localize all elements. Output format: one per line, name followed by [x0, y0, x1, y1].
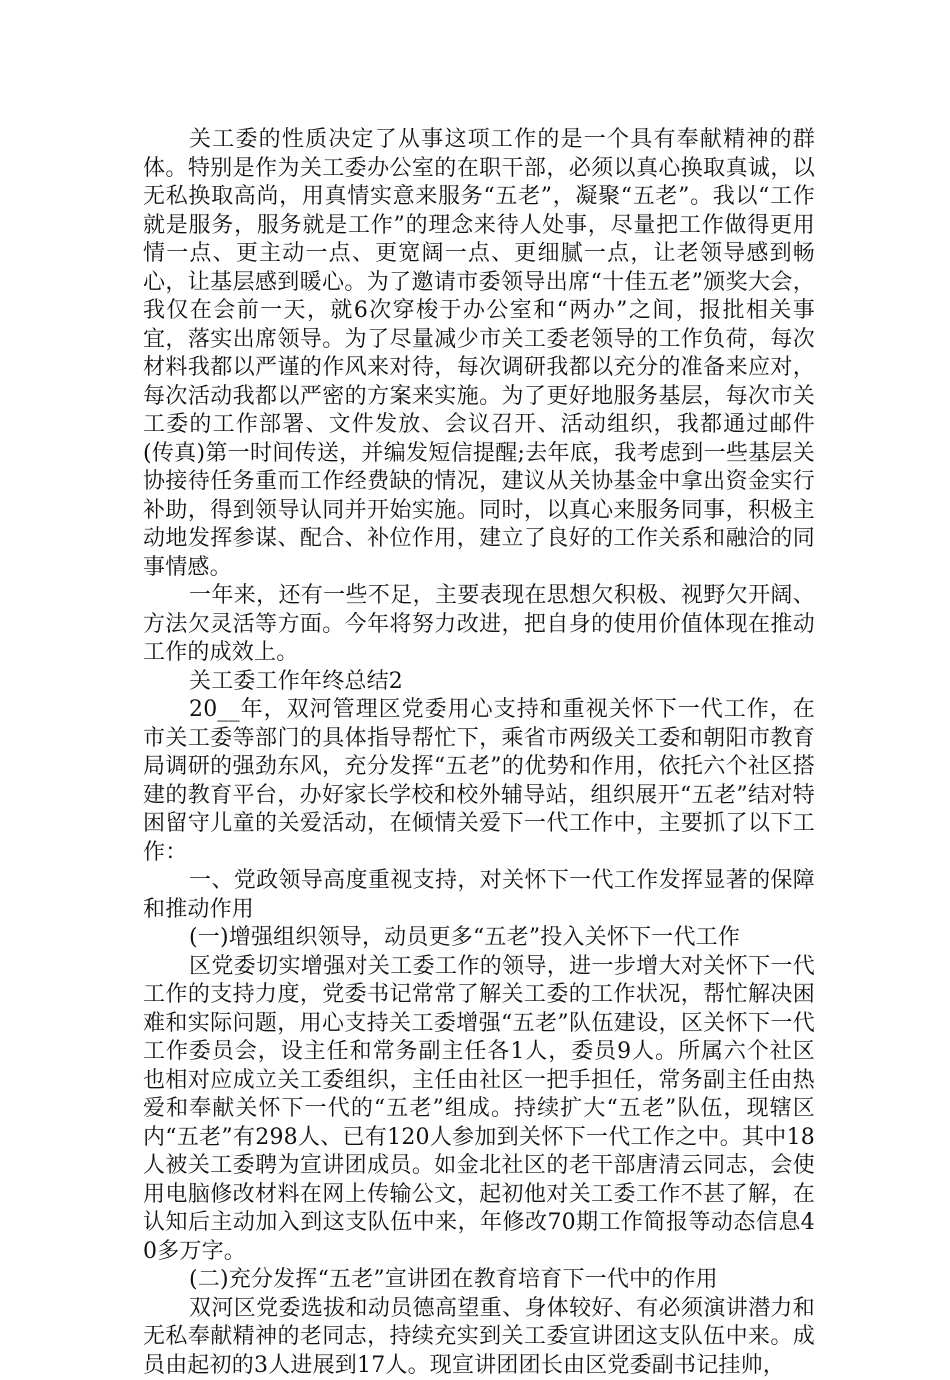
- document-body: [143, 126, 815, 1380]
- paragraph-service-spirit: 关工委的性质决定了从事这项工作的是一个具有奉献精神的群体。特别是作为关工委办公室的在职干部，必须以真心换取真诚，以无私换取高尚，用真情实意来服务“五老”，凝聚“五老”。我以“工作就是服务，服务就是工作”的理念来待人处事，尽量把工作做得更用情一点、更主动一点、更宽阔一点、更细腻一点，让老领导感到畅心，让基层感到暖心。为了邀请市委领导出席“十佳五老”颁奖大会，我仅在会前一天，就6次穿梭于办公室和“两办”之间，报批相关事宜，落实出席领导。为了尽量减少市关工委老领导的工作负荷，每次材料我都以严谨的作风来对待，每次调研我都以充分的准备来应对，每次活动我都以严密的方案来实施。为了更好地服务基层，每次市关工委的工作部署、文件发放、会议召开、活动组织，我都通过邮件(传真)第一时间传送，并编发短信提醒;去年底，我考虑到一些基层关协接待任务重而工作经费缺的情况，建议从关协基金中拿出资金实行补助，得到领导认同并开始实施。同时，以真心来服务同事，积极主动地发挥参谋、配合、补位作用，建立了良好的工作关系和融洽的同事情感。: [143, 126, 815, 582]
- paragraph-organization: 区党委切实增强对关工委工作的领导，进一步增大对关怀下一代工作的支持力度，党委书记常常了解关工委的工作状况，帮忙解决困难和实际问题，用心支持关工委增强“五老”队伍建设，区关怀下一代工作委员会，设主任和常务副主任各1人，委员9人。所属六个社区也相对应成立关工委组织，主任由社区一把手担任，常务副主任由热爱和奉献关怀下一代的“五老”组成。持续扩大“五老”队伍，现辖区内“五老”有298人、已有120人参加到关怀下一代工作之中。其中18人被关工委聘为宣讲团成员。如金北社区的老干部唐清云同志，会使用电脑修改材料在网上传输公文，起初他对关工委工作不甚了解，在认知后主动加入到这支队伍中来，年修改70期工作简报等动态信息40多万字。: [143, 953, 815, 1267]
- subheading-lecture-group: (二)充分发挥“五老”宣讲团在教育培育下一代中的作用: [143, 1266, 815, 1295]
- section-title-summary-2: 关工委工作年终总结2: [143, 668, 815, 697]
- paragraph-shortcomings: 一年来，还有一些不足，主要表现在思想欠积极、视野欠开阔、方法欠灵活等方面。今年将努力改进，把自身的使用价值体现在推动工作的成效上。: [143, 582, 815, 668]
- paragraph-intro-2: 20__年，双河管理区党委用心支持和重视关怀下一代工作，在市关工委等部门的具体指导帮忙下，乘省市两级关工委和朝阳市教育局调研的强劲东风，充分发挥“五老”的优势和作用，依托六个社区搭建的教育平台，办好家长学校和校外辅导站，组织展开“五老”结对特困留守儿童的关爱活动，在倾情关爱下一代工作中，主要抓了以下工作：: [143, 696, 815, 867]
- paragraph-lecture-group: 双河区党委选拔和动员德高望重、身体较好、有必须演讲潜力和无私奉献精神的老同志，持续充实到关工委宣讲团这支队伍中来。成员由起初的3人进展到17人。现宣讲团团长由区党委副书记挂帅，: [143, 1295, 815, 1380]
- subheading-organization: (一)增强组织领导，动员更多“五老”投入关怀下一代工作: [143, 924, 815, 953]
- paragraph-point-one: 一、党政领导高度重视支持，对关怀下一代工作发挥显著的保障和推动作用: [143, 867, 815, 924]
